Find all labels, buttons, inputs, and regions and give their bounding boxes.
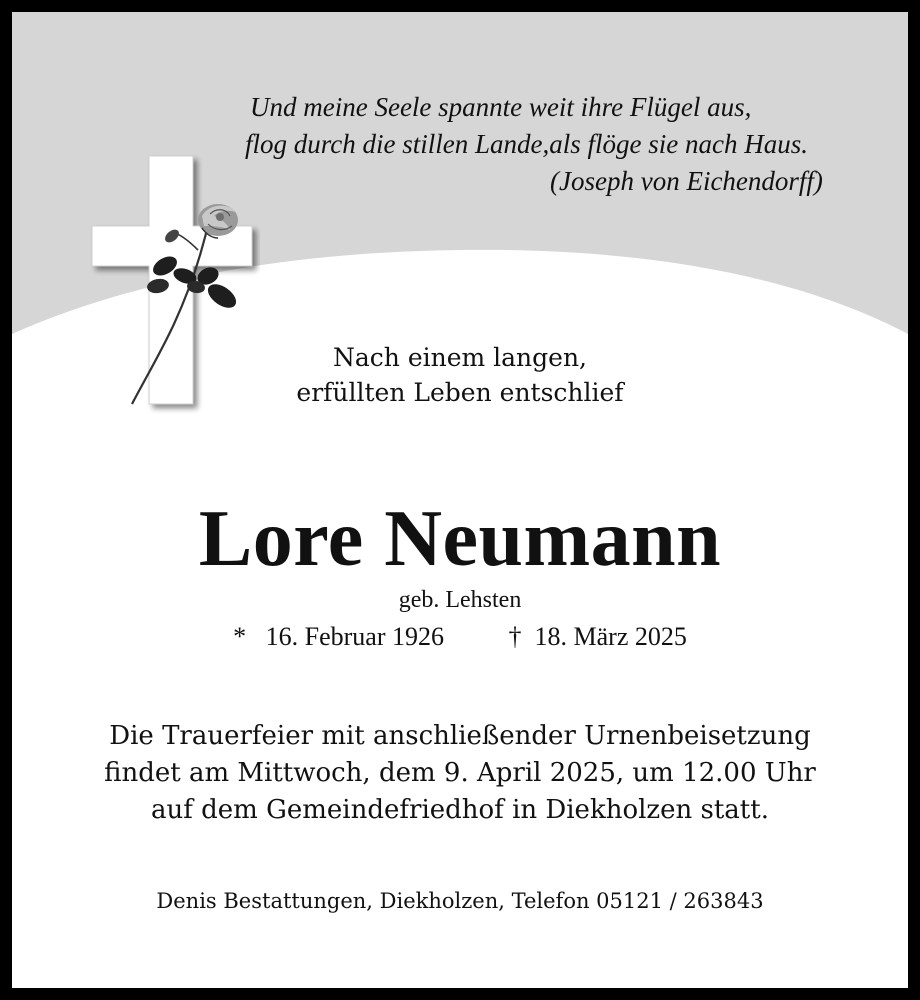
quote-line-1: Und meine Seele spannte weit ihre Flügel aus, [250, 92, 752, 122]
intro-line-2: erfüllten Leben entschlief [296, 378, 624, 407]
birth-date-group [233, 619, 444, 655]
service-line-2: findet am Mittwoch, dem 9. April 2025, um 12.00 Uhr [104, 758, 816, 788]
funeral-service-info [12, 718, 908, 829]
death-cross-icon: † [508, 622, 522, 651]
intro-text [12, 340, 908, 410]
death-date: 18. März 2025 [534, 622, 687, 651]
obituary-card [12, 12, 908, 988]
maiden-name: geb. Lehsten [398, 587, 522, 613]
birth-date: 16. Februar 1926 [265, 622, 444, 651]
undertaker-contact: Denis Bestattungen, Diekholzen, Telefon 05121 / 263843 [156, 889, 764, 913]
quote-author: (Joseph von Eichendorff) [550, 166, 823, 196]
life-dates [12, 619, 908, 655]
intro-line-1: Nach einem langen, [332, 343, 588, 372]
service-line-1: Die Trauerfeier mit anschließender Urnenbeisetzung [109, 721, 811, 751]
birth-symbol: * [233, 622, 247, 651]
quote-line-2: flog durch die stillen Lande,als flöge sie nach Haus. [245, 129, 808, 159]
service-line-3: auf dem Gemeindefriedhof in Diekholzen statt. [151, 795, 769, 825]
death-date-group [509, 619, 687, 655]
deceased-name: Lore Neumann [198, 495, 722, 583]
